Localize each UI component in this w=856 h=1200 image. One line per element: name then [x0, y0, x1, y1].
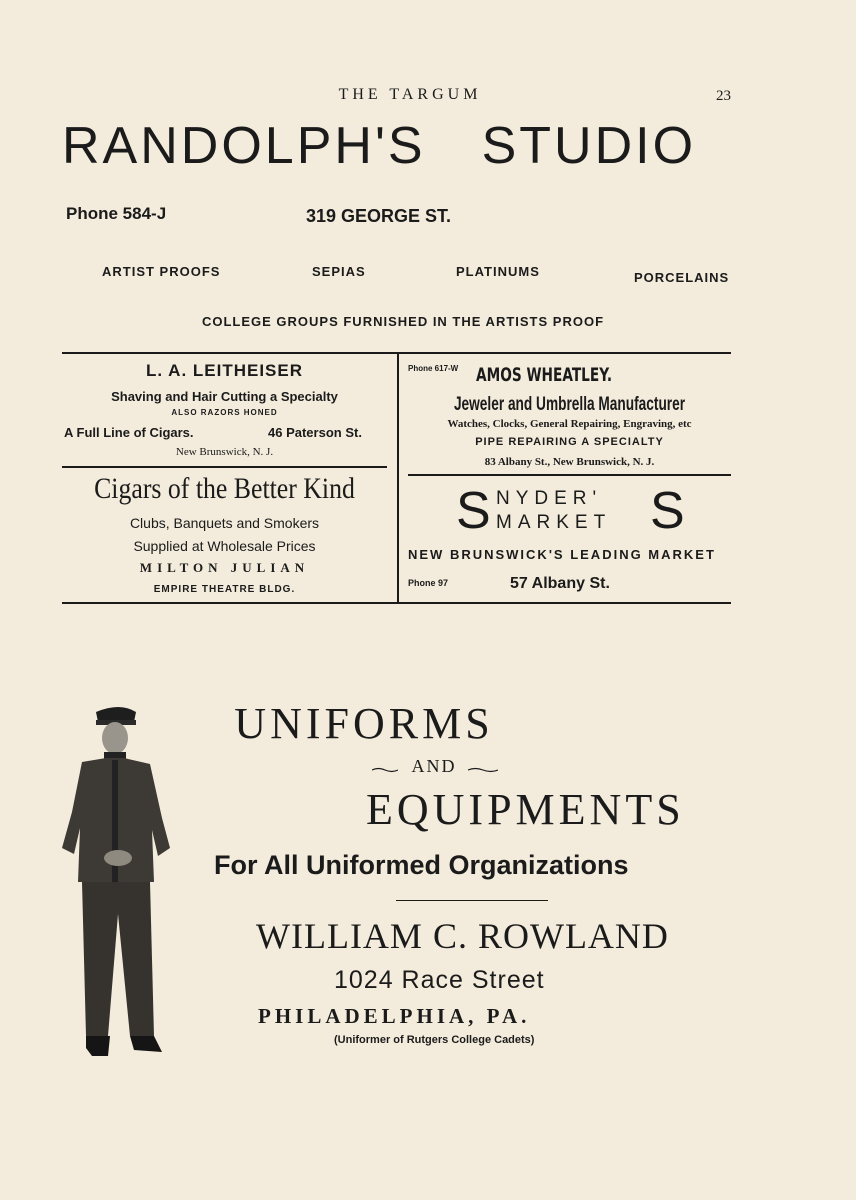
college-groups: COLLEGE GROUPS FURNISHED IN THE ARTISTS PROOF	[201, 314, 605, 329]
cigars-proprietor: MILTON JULIAN	[139, 560, 310, 575]
uniforms-title	[0, 698, 856, 749]
and-connector: AND	[411, 756, 457, 776]
uniforms-title-text: UNIFORMS	[234, 699, 494, 748]
snyder-phone: Phone 97	[408, 578, 449, 588]
rowland-note: (Uniformer of Rutgers College Cadets)	[334, 1034, 535, 1046]
leitheiser-cigars: A Full Line of Cigars.	[64, 425, 194, 440]
equipments-title: EQUIPMENTS	[366, 785, 685, 834]
leitheiser-address: 46 Paterson St.	[268, 425, 362, 440]
studio-address: 319 GEORGE ST.	[306, 206, 452, 226]
proof-sepias: SEPIAS	[312, 264, 366, 279]
cigars-building: EMPIRE THEATRE BLDG.	[153, 584, 296, 595]
rowland-street: 1024 Race Street	[334, 966, 545, 994]
cigars-headline: Cigars of the Better Kind	[94, 472, 355, 505]
proof-porcelains: PORCELAINS	[634, 270, 730, 285]
snyder-logo-s-left: S	[456, 484, 491, 534]
ad-grid-column-rule	[397, 353, 399, 603]
running-head: THE TARGUM	[338, 86, 482, 103]
cigars-line-1: Clubs, Banquets and Smokers	[129, 515, 320, 531]
rowland-city: PHILADELPHIA, PA.	[258, 1004, 531, 1028]
studio-title-name: RANDOLPH'S	[62, 117, 426, 175]
studio-title-studio: STUDIO	[481, 117, 697, 175]
proof-platinums: PLATINUMS	[456, 264, 540, 279]
wheatley-phone: Phone 617-W	[408, 364, 459, 373]
snyder-address: 57 Albany St.	[510, 575, 610, 592]
studio-title	[62, 116, 696, 176]
wheatley-name: AMOS WHEATLEY.	[476, 364, 613, 386]
wheatley-tagline: Jeweler and Umbrella Manufacturer	[453, 394, 686, 415]
rowland-divider	[396, 900, 548, 901]
studio-phone: Phone 584-J	[66, 204, 167, 223]
proof-artist: ARTIST PROOFS	[102, 264, 221, 279]
leitheiser-tagline: Shaving and Hair Cutting a Specialty	[111, 389, 338, 404]
wheatley-services: Watches, Clocks, General Repairing, Engraving, etc	[447, 418, 692, 430]
uniformed-man-illustration	[58, 700, 182, 1060]
cigars-line-2: Supplied at Wholesale Prices	[133, 538, 316, 554]
wheatley-address: 83 Albany St., New Brunswick, N. J.	[484, 456, 655, 468]
snyder-tagline: NEW BRUNSWICK'S LEADING MARKET	[408, 547, 716, 562]
leitheiser-name: L. A. LEITHEISER	[145, 361, 304, 380]
leitheiser-honed: ALSO RAZORS HONED	[171, 408, 278, 417]
ad-left-divider	[62, 466, 387, 468]
and-flourish-right	[468, 767, 498, 773]
ad-right-divider	[408, 474, 731, 476]
leitheiser-city: New Brunswick, N. J.	[175, 446, 274, 458]
snyder-logo-bottom: MARKET	[496, 512, 612, 533]
page-number: 23	[716, 88, 731, 104]
snyder-logo-s-right: S	[650, 484, 685, 534]
snyder-logo-top: NYDER'	[496, 488, 603, 509]
wheatley-pipe: PIPE REPAIRING A SPECIALTY	[475, 436, 664, 448]
uniformed-organizations: For All Uniformed Organizations	[214, 850, 629, 880]
rowland-firm-name: WILLIAM C. ROWLAND	[256, 916, 669, 956]
snyder-logo	[456, 484, 690, 534]
